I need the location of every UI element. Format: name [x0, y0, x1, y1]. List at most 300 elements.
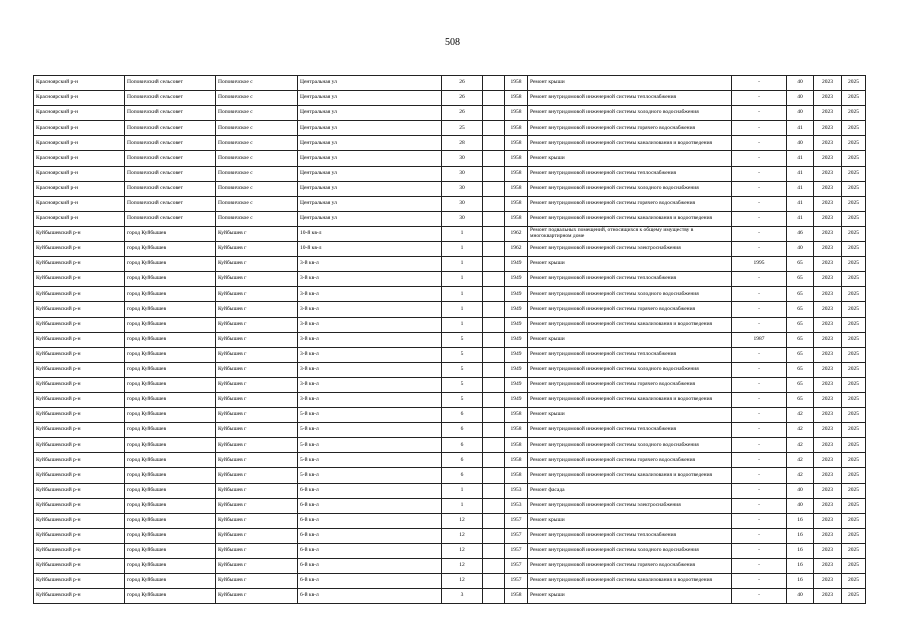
building-cell [483, 242, 505, 257]
table-row [34, 136, 866, 151]
table-row [34, 574, 866, 589]
street-cell: 3-й кв-л [298, 317, 442, 332]
plan-start-year-cell: 2023 [814, 76, 842, 91]
plan-start-year-cell: 2023 [814, 559, 842, 574]
house-number-cell: 1 [442, 498, 483, 513]
street-cell: 5-й кв-л [298, 438, 442, 453]
year-built-cell: 1958 [505, 589, 528, 604]
work-type-cell: Ремонт внутридомовой инженерной системы горячего водоснабжения [528, 302, 732, 317]
table-row [34, 91, 866, 106]
settlement-cell: Поповичское с [216, 166, 298, 181]
street-cell: 10-й кв-л [298, 242, 442, 257]
work-type-cell: Ремонт внутридомовой инженерной системы электроснабжения [528, 498, 732, 513]
last-repair-year-cell: - [732, 106, 787, 121]
street-cell: Центральная ул [298, 166, 442, 181]
work-type-cell: Ремонт внутридомовой инженерной системы горячего водоснабжения [528, 453, 732, 468]
house-number-cell: 30 [442, 166, 483, 181]
building-cell [483, 211, 505, 226]
plan-start-year-cell: 2023 [814, 513, 842, 528]
year-built-cell: 1949 [505, 317, 528, 332]
house-number-cell: 26 [442, 91, 483, 106]
wear-percent-cell: 42 [787, 453, 814, 468]
district-cell: Красноярский р-н [34, 181, 125, 196]
plan-start-year-cell: 2023 [814, 211, 842, 226]
district-cell: Куйбышевский р-н [34, 272, 125, 287]
street-cell: Центральная ул [298, 91, 442, 106]
plan-end-year-cell: 2025 [842, 302, 866, 317]
wear-percent-cell: 40 [787, 498, 814, 513]
street-cell: 6-й кв-л [298, 513, 442, 528]
plan-end-year-cell: 2025 [842, 242, 866, 257]
plan-start-year-cell: 2023 [814, 151, 842, 166]
plan-start-year-cell: 2023 [814, 453, 842, 468]
last-repair-year-cell: - [732, 392, 787, 407]
plan-end-year-cell: 2025 [842, 513, 866, 528]
work-type-cell: Ремонт крыши [528, 151, 732, 166]
wear-percent-cell: 65 [787, 272, 814, 287]
plan-end-year-cell: 2025 [842, 287, 866, 302]
street-cell: 3-й кв-л [298, 287, 442, 302]
district-cell: Куйбышевский р-н [34, 513, 125, 528]
wear-percent-cell: 42 [787, 408, 814, 423]
table-row [34, 483, 866, 498]
house-number-cell: 5 [442, 377, 483, 392]
plan-end-year-cell: 2025 [842, 151, 866, 166]
year-built-cell: 1949 [505, 377, 528, 392]
wear-percent-cell: 16 [787, 528, 814, 543]
municipality-cell: город Куйбышев [125, 347, 216, 362]
house-number-cell: 3 [442, 589, 483, 604]
wear-percent-cell: 16 [787, 559, 814, 574]
municipality-cell: город Куйбышев [125, 302, 216, 317]
street-cell: 6-й кв-л [298, 589, 442, 604]
district-cell: Красноярский р-н [34, 91, 125, 106]
wear-percent-cell: 40 [787, 136, 814, 151]
work-type-cell: Ремонт внутридомовой инженерной системы холодного водоснабжения [528, 438, 732, 453]
table-row [34, 498, 866, 513]
house-number-cell: 6 [442, 408, 483, 423]
settlement-cell: Поповичское с [216, 106, 298, 121]
wear-percent-cell: 42 [787, 423, 814, 438]
work-type-cell: Ремонт крыши [528, 76, 732, 91]
street-cell: 3-й кв-л [298, 257, 442, 272]
plan-start-year-cell: 2023 [814, 287, 842, 302]
district-cell: Красноярский р-н [34, 106, 125, 121]
district-cell: Красноярский р-н [34, 211, 125, 226]
wear-percent-cell: 41 [787, 211, 814, 226]
table-row [34, 589, 866, 604]
work-type-cell: Ремонт внутридомовой инженерной системы холодного водоснабжения [528, 287, 732, 302]
settlement-cell: Поповичское с [216, 136, 298, 151]
municipality-cell: Поповичский сельсовет [125, 211, 216, 226]
street-cell: Центральная ул [298, 181, 442, 196]
year-built-cell: 1958 [505, 453, 528, 468]
building-cell [483, 362, 505, 377]
settlement-cell: Куйбышев г [216, 438, 298, 453]
wear-percent-cell: 65 [787, 362, 814, 377]
plan-end-year-cell: 2025 [842, 453, 866, 468]
table-row [34, 196, 866, 211]
house-number-cell: 1 [442, 257, 483, 272]
last-repair-year-cell: - [732, 302, 787, 317]
building-cell [483, 377, 505, 392]
wear-percent-cell: 65 [787, 347, 814, 362]
plan-start-year-cell: 2023 [814, 257, 842, 272]
work-type-cell: Ремонт внутридомовой инженерной системы теплоснабжения [528, 166, 732, 181]
table-row [34, 257, 866, 272]
house-number-cell: 6 [442, 423, 483, 438]
district-cell: Куйбышевский р-н [34, 543, 125, 558]
wear-percent-cell: 41 [787, 181, 814, 196]
year-built-cell: 1962 [505, 242, 528, 257]
district-cell: Куйбышевский р-н [34, 453, 125, 468]
wear-percent-cell: 65 [787, 317, 814, 332]
street-cell: 6-й кв-л [298, 559, 442, 574]
building-cell [483, 302, 505, 317]
district-cell: Куйбышевский р-н [34, 574, 125, 589]
plan-start-year-cell: 2023 [814, 423, 842, 438]
house-number-cell: 6 [442, 468, 483, 483]
district-cell: Куйбышевский р-н [34, 242, 125, 257]
work-type-cell: Ремонт внутридомовой инженерной системы канализования и водоотведения [528, 468, 732, 483]
municipality-cell: город Куйбышев [125, 317, 216, 332]
last-repair-year-cell: - [732, 408, 787, 423]
year-built-cell: 1957 [505, 574, 528, 589]
work-type-cell: Ремонт внутридомовой инженерной системы горячего водоснабжения [528, 559, 732, 574]
plan-end-year-cell: 2025 [842, 121, 866, 136]
building-cell [483, 287, 505, 302]
wear-percent-cell: 65 [787, 302, 814, 317]
building-cell [483, 543, 505, 558]
house-number-cell: 26 [442, 106, 483, 121]
building-cell [483, 332, 505, 347]
plan-start-year-cell: 2023 [814, 272, 842, 287]
house-number-cell: 30 [442, 196, 483, 211]
municipality-cell: город Куйбышев [125, 423, 216, 438]
district-cell: Куйбышевский р-н [34, 408, 125, 423]
plan-start-year-cell: 2023 [814, 166, 842, 181]
district-cell: Куйбышевский р-н [34, 559, 125, 574]
building-cell [483, 513, 505, 528]
plan-start-year-cell: 2023 [814, 377, 842, 392]
street-cell: 5-й кв-л [298, 453, 442, 468]
table-row [34, 408, 866, 423]
district-cell: Куйбышевский р-н [34, 257, 125, 272]
municipality-cell: Поповичский сельсовет [125, 91, 216, 106]
last-repair-year-cell: - [732, 242, 787, 257]
settlement-cell: Куйбышев г [216, 513, 298, 528]
wear-percent-cell: 42 [787, 468, 814, 483]
year-built-cell: 1958 [505, 136, 528, 151]
last-repair-year-cell: - [732, 543, 787, 558]
municipality-cell: город Куйбышев [125, 226, 216, 241]
table-row [34, 181, 866, 196]
settlement-cell: Куйбышев г [216, 272, 298, 287]
work-type-cell: Ремонт внутридомовой инженерной системы горячего водоснабжения [528, 196, 732, 211]
plan-end-year-cell: 2025 [842, 589, 866, 604]
municipality-cell: Поповичский сельсовет [125, 136, 216, 151]
year-built-cell: 1949 [505, 332, 528, 347]
house-number-cell: 5 [442, 362, 483, 377]
building-cell [483, 559, 505, 574]
plan-start-year-cell: 2023 [814, 181, 842, 196]
street-cell: 6-й кв-л [298, 543, 442, 558]
municipality-cell: Поповичский сельсовет [125, 106, 216, 121]
year-built-cell: 1957 [505, 513, 528, 528]
last-repair-year-cell: - [732, 181, 787, 196]
settlement-cell: Куйбышев г [216, 287, 298, 302]
building-cell [483, 468, 505, 483]
plan-end-year-cell: 2025 [842, 257, 866, 272]
plan-start-year-cell: 2023 [814, 91, 842, 106]
street-cell: 5-й кв-л [298, 408, 442, 423]
building-cell [483, 589, 505, 604]
table-row [34, 226, 866, 241]
last-repair-year-cell: - [732, 166, 787, 181]
year-built-cell: 1958 [505, 408, 528, 423]
table-row [34, 453, 866, 468]
table-row [34, 211, 866, 226]
plan-end-year-cell: 2025 [842, 136, 866, 151]
plan-end-year-cell: 2025 [842, 106, 866, 121]
plan-end-year-cell: 2025 [842, 347, 866, 362]
building-cell [483, 181, 505, 196]
work-type-cell: Ремонт внутридомовой инженерной системы холодного водоснабжения [528, 181, 732, 196]
house-number-cell: 30 [442, 211, 483, 226]
work-type-cell: Ремонт подвальных помещений, относящихся к общему имуществу в многоквартирном доме [528, 226, 732, 241]
wear-percent-cell: 40 [787, 76, 814, 91]
street-cell: 6-й кв-л [298, 574, 442, 589]
last-repair-year-cell: - [732, 347, 787, 362]
plan-start-year-cell: 2023 [814, 106, 842, 121]
settlement-cell: Куйбышев г [216, 257, 298, 272]
last-repair-year-cell: - [732, 91, 787, 106]
table-row [34, 377, 866, 392]
plan-end-year-cell: 2025 [842, 332, 866, 347]
building-cell [483, 166, 505, 181]
district-cell: Куйбышевский р-н [34, 377, 125, 392]
street-cell: Центральная ул [298, 211, 442, 226]
settlement-cell: Поповичское с [216, 196, 298, 211]
plan-end-year-cell: 2025 [842, 423, 866, 438]
plan-end-year-cell: 2025 [842, 181, 866, 196]
work-type-cell: Ремонт внутридомовой инженерной системы канализования и водоотведения [528, 136, 732, 151]
street-cell: 3-й кв-л [298, 347, 442, 362]
plan-end-year-cell: 2025 [842, 196, 866, 211]
house-number-cell: 6 [442, 453, 483, 468]
municipality-cell: Поповичский сельсовет [125, 151, 216, 166]
street-cell: Центральная ул [298, 106, 442, 121]
plan-end-year-cell: 2025 [842, 543, 866, 558]
house-number-cell: 1 [442, 317, 483, 332]
district-cell: Красноярский р-н [34, 151, 125, 166]
house-number-cell: 12 [442, 528, 483, 543]
house-number-cell: 1 [442, 483, 483, 498]
settlement-cell: Куйбышев г [216, 392, 298, 407]
building-cell [483, 272, 505, 287]
municipality-cell: город Куйбышев [125, 287, 216, 302]
district-cell: Красноярский р-н [34, 136, 125, 151]
plan-start-year-cell: 2023 [814, 483, 842, 498]
settlement-cell: Поповичское с [216, 91, 298, 106]
municipality-cell: Поповичский сельсовет [125, 76, 216, 91]
street-cell: 5-й кв-л [298, 423, 442, 438]
last-repair-year-cell: - [732, 211, 787, 226]
plan-end-year-cell: 2025 [842, 498, 866, 513]
house-number-cell: 28 [442, 136, 483, 151]
last-repair-year-cell: - [732, 423, 787, 438]
wear-percent-cell: 40 [787, 91, 814, 106]
district-cell: Куйбышевский р-н [34, 392, 125, 407]
table-row [34, 362, 866, 377]
street-cell: 3-й кв-л [298, 302, 442, 317]
district-cell: Куйбышевский р-н [34, 332, 125, 347]
municipality-cell: город Куйбышев [125, 559, 216, 574]
work-type-cell: Ремонт внутридомовой инженерной системы канализования и водоотведения [528, 574, 732, 589]
house-number-cell: 12 [442, 513, 483, 528]
settlement-cell: Куйбышев г [216, 559, 298, 574]
settlement-cell: Куйбышев г [216, 302, 298, 317]
house-number-cell: 25 [442, 121, 483, 136]
building-cell [483, 408, 505, 423]
municipality-cell: город Куйбышев [125, 574, 216, 589]
table-row [34, 332, 866, 347]
wear-percent-cell: 16 [787, 574, 814, 589]
house-number-cell: 6 [442, 438, 483, 453]
plan-end-year-cell: 2025 [842, 91, 866, 106]
last-repair-year-cell: - [732, 287, 787, 302]
settlement-cell: Куйбышев г [216, 574, 298, 589]
district-cell: Куйбышевский р-н [34, 423, 125, 438]
house-number-cell: 1 [442, 302, 483, 317]
plan-start-year-cell: 2023 [814, 242, 842, 257]
house-number-cell: 1 [442, 226, 483, 241]
wear-percent-cell: 40 [787, 106, 814, 121]
building-cell [483, 91, 505, 106]
table-row [34, 392, 866, 407]
settlement-cell: Поповичское с [216, 121, 298, 136]
settlement-cell: Куйбышев г [216, 317, 298, 332]
table-row [34, 513, 866, 528]
work-type-cell: Ремонт внутридомовой инженерной системы холодного водоснабжения [528, 362, 732, 377]
street-cell: Центральная ул [298, 76, 442, 91]
street-cell: 6-й кв-л [298, 483, 442, 498]
district-cell: Куйбышевский р-н [34, 528, 125, 543]
year-built-cell: 1958 [505, 211, 528, 226]
table-row [34, 423, 866, 438]
year-built-cell: 1949 [505, 347, 528, 362]
street-cell: 3-й кв-л [298, 332, 442, 347]
building-cell [483, 136, 505, 151]
street-cell: 10-й кв-л [298, 226, 442, 241]
plan-start-year-cell: 2023 [814, 226, 842, 241]
work-type-cell: Ремонт крыши [528, 408, 732, 423]
house-number-cell: 30 [442, 151, 483, 166]
district-cell: Красноярский р-н [34, 196, 125, 211]
last-repair-year-cell: - [732, 574, 787, 589]
building-cell [483, 121, 505, 136]
municipality-cell: город Куйбышев [125, 528, 216, 543]
plan-start-year-cell: 2023 [814, 498, 842, 513]
street-cell: Центральная ул [298, 121, 442, 136]
work-type-cell: Ремонт внутридомовой инженерной системы теплоснабжения [528, 272, 732, 287]
plan-start-year-cell: 2023 [814, 528, 842, 543]
house-number-cell: 5 [442, 332, 483, 347]
municipality-cell: Поповичский сельсовет [125, 181, 216, 196]
year-built-cell: 1958 [505, 106, 528, 121]
municipality-cell: город Куйбышев [125, 377, 216, 392]
plan-end-year-cell: 2025 [842, 559, 866, 574]
plan-end-year-cell: 2025 [842, 574, 866, 589]
year-built-cell: 1949 [505, 362, 528, 377]
work-type-cell: Ремонт внутридомовой инженерной системы горячего водоснабжения [528, 377, 732, 392]
plan-start-year-cell: 2023 [814, 392, 842, 407]
year-built-cell: 1958 [505, 438, 528, 453]
district-cell: Куйбышевский р-н [34, 483, 125, 498]
municipality-cell: Поповичский сельсовет [125, 121, 216, 136]
year-built-cell: 1957 [505, 559, 528, 574]
plan-start-year-cell: 2023 [814, 317, 842, 332]
building-cell [483, 226, 505, 241]
settlement-cell: Поповичское с [216, 76, 298, 91]
municipality-cell: город Куйбышев [125, 543, 216, 558]
year-built-cell: 1949 [505, 287, 528, 302]
year-built-cell: 1958 [505, 151, 528, 166]
building-cell [483, 574, 505, 589]
wear-percent-cell: 41 [787, 166, 814, 181]
year-built-cell: 1953 [505, 498, 528, 513]
wear-percent-cell: 65 [787, 332, 814, 347]
building-cell [483, 196, 505, 211]
municipality-cell: город Куйбышев [125, 513, 216, 528]
building-cell [483, 106, 505, 121]
plan-end-year-cell: 2025 [842, 362, 866, 377]
work-type-cell: Ремонт внутридомовой инженерной системы теплоснабжения [528, 91, 732, 106]
wear-percent-cell: 40 [787, 242, 814, 257]
settlement-cell: Куйбышев г [216, 362, 298, 377]
plan-start-year-cell: 2023 [814, 347, 842, 362]
plan-start-year-cell: 2023 [814, 574, 842, 589]
table-row [34, 76, 866, 91]
table-row [34, 287, 866, 302]
year-built-cell: 1958 [505, 91, 528, 106]
house-number-cell: 1 [442, 287, 483, 302]
work-type-cell: Ремонт внутридомовой инженерной системы холодного водоснабжения [528, 543, 732, 558]
plan-start-year-cell: 2023 [814, 468, 842, 483]
table-row [34, 317, 866, 332]
table-row [34, 106, 866, 121]
municipality-cell: Поповичский сельсовет [125, 166, 216, 181]
municipality-cell: город Куйбышев [125, 272, 216, 287]
wear-percent-cell: 40 [787, 589, 814, 604]
table-row [34, 121, 866, 136]
street-cell: Центральная ул [298, 196, 442, 211]
district-cell: Куйбышевский р-н [34, 302, 125, 317]
year-built-cell: 1949 [505, 272, 528, 287]
building-cell [483, 151, 505, 166]
plan-start-year-cell: 2023 [814, 408, 842, 423]
wear-percent-cell: 16 [787, 543, 814, 558]
work-type-cell: Ремонт внутридомовой инженерной системы канализования и водоотведения [528, 211, 732, 226]
plan-start-year-cell: 2023 [814, 362, 842, 377]
table-row [34, 347, 866, 362]
work-type-cell: Ремонт внутридомовой инженерной системы электроснабжения [528, 242, 732, 257]
housing-repair-table [33, 75, 866, 604]
district-cell: Куйбышевский р-н [34, 468, 125, 483]
street-cell: 3-й кв-л [298, 272, 442, 287]
district-cell: Красноярский р-н [34, 76, 125, 91]
year-built-cell: 1949 [505, 257, 528, 272]
